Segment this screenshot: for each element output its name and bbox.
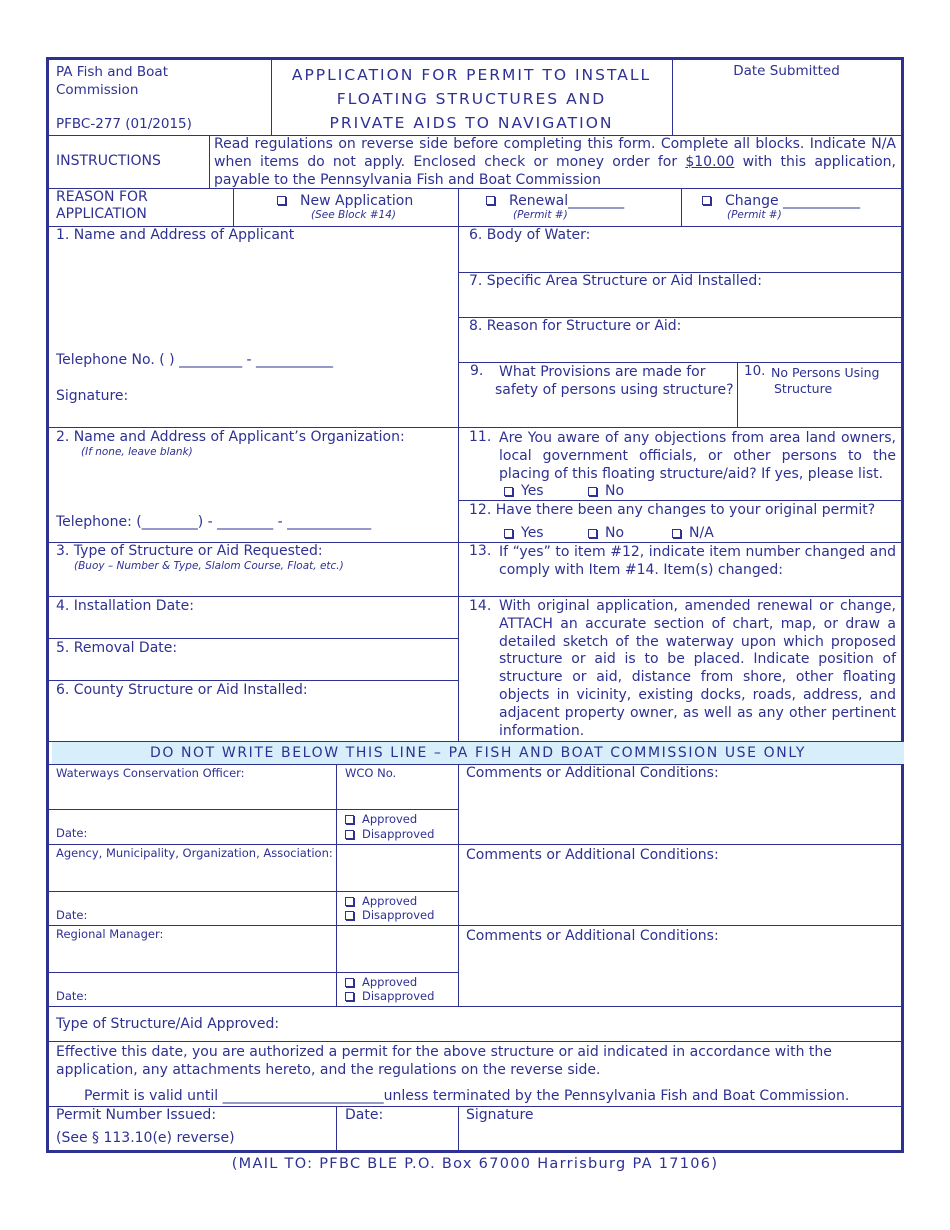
objections-yes-checkbox[interactable] [504,487,513,496]
permit-number-label: Permit Number Issued: [56,1107,217,1123]
regional-disapproved-option[interactable] [345,989,434,1003]
authorization-text: Effective this date, you are authorized a permit for the above structure or aid indicated in accordance with the application, any attachments hereto, and the regulations on the reverse side. [56,1044,832,1078]
safety-provisions-label [495,363,734,399]
permit-reference: (See § 113.10(e) reverse) [56,1130,235,1146]
organization-note: (If none, leave blank) [81,446,193,458]
specific-area-field[interactable]: 7. Specific Area Structure or Aid Installed: [469,273,762,289]
regional-approved-checkbox[interactable] [345,978,354,987]
regional-disapproved-label: Disapproved [362,989,435,1003]
renewal-option[interactable] [486,190,624,209]
applicant-name-label: 1. Name and Address of Applicant [56,227,295,243]
new-application-note: (See Block #14) [311,209,397,221]
persons-using-line1: No Persons Using [771,365,880,380]
agency-label: Agency, Municipality, Organization, Association: [56,846,333,860]
title-line2: FLOATING STRUCTURES AND [336,90,607,108]
permit-date-field[interactable]: Date: [345,1107,384,1123]
regional-disapproved-checkbox[interactable] [345,992,354,1001]
form-frame [46,57,904,1153]
persons-using-label [771,365,879,397]
applicant-signature-field[interactable]: Signature: [56,388,129,404]
agency-disapproved-checkbox[interactable] [345,911,354,920]
instructions-text-a: Read regulations on reverse side before completing this form. Complete all blocks. Indicate N/A when items do not apply. Enclosed check or money order for [214,136,896,170]
renewal-checkbox[interactable] [486,196,495,205]
changes-na-checkbox[interactable] [672,529,681,538]
wco-label: Waterways Conservation Officer: [56,766,245,780]
county-field[interactable]: 6. County Structure or Aid Installed: [56,682,308,698]
renewal-permit-note: (Permit #) [513,209,568,221]
agency-approved-checkbox[interactable] [345,897,354,906]
installation-date-field[interactable]: 4. Installation Date: [56,598,194,614]
changes-yes-label: Yes [521,525,544,541]
applicant-phone-field[interactable]: Telephone No. ( ) _________ - ___________ [56,352,334,368]
reason-label [56,189,148,223]
new-application-checkbox[interactable] [277,196,286,205]
instructions-text [214,135,896,189]
attach-sketch-instructions: With original application, amended renewal or change, ATTACH an accurate section of chart, map, or draw a detailed sketch of the waterway upon which proposed structure or aid is to be placed. Indicate position of structure or aid, distance from shore, other floating objects in vicinity, existing docks, roads, address, and adjacent property owner, as well as any other pertinent information. [499,598,896,739]
renewal-label: Renewal________ [509,193,625,209]
safety-provisions-line1: What Provisions are made for [499,364,706,380]
instructions-text-b: with this application, payable to the Pennsylvania Fish and Boat Commission [214,154,897,188]
objections-yes-option[interactable] [504,483,544,499]
changed-items-field[interactable]: If “yes” to item #12, indicate item number changed and comply with Item #14. Item(s) changed: [499,544,896,578]
wco-approved-label: Approved [362,812,418,826]
changes-na-option[interactable] [672,525,714,541]
new-application-label: New Application [300,193,414,209]
persons-using-line2: Structure [774,381,833,396]
changes-no-checkbox[interactable] [588,529,597,538]
reason-structure-field[interactable]: 8. Reason for Structure or Aid: [469,318,682,334]
regional-approved-label: Approved [362,975,418,989]
changes-no-option[interactable] [588,525,624,541]
agency-comments-field[interactable]: Comments or Additional Conditions: [466,847,719,863]
attach-sketch-number: 14. [469,598,492,614]
changes-yes-checkbox[interactable] [504,529,513,538]
changes-no-label: No [605,525,625,541]
wco-disapproved-checkbox[interactable] [345,830,354,839]
regional-date-label: Date: [56,989,88,1003]
safety-provisions-line2: safety of persons using structure? [495,382,734,398]
wco-date-label: Date: [56,826,88,840]
objections-yes-label: Yes [521,483,544,499]
agency-date-label: Date: [56,908,88,922]
organization-name-label: 2. Name and Address of Applicant’s Organization: [56,429,405,445]
form-title [271,63,672,135]
objections-question: Are You aware of any objections from area land owners, local government officials, or other persons to the placing of this floating structure/aid? If yes, please list. [499,430,896,482]
persons-number: 10. [744,363,766,379]
reason-label-line2: APPLICATION [56,206,147,222]
wco-disapproved-label: Disapproved [362,827,435,841]
reason-label-line1: REASON FOR [56,189,148,205]
agency-disapproved-option[interactable] [345,908,434,922]
change-option[interactable] [702,190,860,209]
changes-na-label: N/A [689,525,714,541]
change-permit-note: (Permit #) [727,209,782,221]
wco-disapproved-option[interactable] [345,827,434,841]
agency-disapproved-label: Disapproved [362,908,435,922]
safety-provisions-number: 9. [470,363,484,379]
objections-no-option[interactable] [588,483,624,499]
organization-phone-field[interactable]: Telephone: (________) - ________ - ____________ [56,514,372,530]
permit-valid-until[interactable]: Permit is valid until _______________________unless terminated by the Pennsylvania Fish and Boat Commission. [84,1088,850,1104]
structure-type-note: (Buoy – Number & Type, Slalom Course, Float, etc.) [74,560,344,572]
type-approved-field[interactable]: Type of Structure/Aid Approved: [56,1016,280,1032]
org-line2: Commission [56,82,139,98]
permit-signature-field[interactable]: Signature [466,1107,534,1123]
changes-yes-option[interactable] [504,525,544,541]
wco-approved-checkbox[interactable] [345,815,354,824]
org-line1: PA Fish and Boat [56,64,168,80]
body-of-water-field[interactable]: 6. Body of Water: [469,227,591,243]
regional-manager-label: Regional Manager: [56,927,164,941]
wco-number-label: WCO No. [345,766,397,780]
wco-approved-option[interactable] [345,812,417,826]
objections-no-checkbox[interactable] [588,487,597,496]
objections-number: 11. [469,429,492,445]
office-use-banner: DO NOT WRITE BELOW THIS LINE – PA FISH AND BOAT COMMISSION USE ONLY [149,745,807,761]
org-name [56,63,168,99]
new-application-option[interactable] [277,190,413,209]
instructions-label: INSTRUCTIONS [56,153,161,169]
agency-approved-label: Approved [362,894,418,908]
changed-items-number: 13. [469,543,492,559]
form-number: PFBC-277 (01/2015) [56,116,192,132]
title-line1: APPLICATION FOR PERMIT TO INSTALL [291,66,652,84]
wco-comments-field[interactable]: Comments or Additional Conditions: [466,765,719,781]
instructions-fee: $10.00 [685,154,735,170]
removal-date-field[interactable]: 5. Removal Date: [56,640,178,656]
structure-type-label: 3. Type of Structure or Aid Requested: [56,543,323,559]
change-checkbox[interactable] [702,196,711,205]
title-line3: PRIVATE AIDS TO NAVIGATION [329,114,614,132]
change-label: Change ___________ [725,193,861,209]
agency-approved-option[interactable] [345,894,417,908]
date-submitted-label: Date Submitted [733,63,840,79]
mailing-address: (MAIL TO: PFBC BLE P.O. Box 67000 Harrisburg PA 17106) [231,1156,719,1172]
changes-question: 12. Have there been any changes to your original permit? [469,502,876,518]
objections-no-label: No [605,483,625,499]
regional-comments-field[interactable]: Comments or Additional Conditions: [466,928,719,944]
regional-approved-option[interactable] [345,975,417,989]
